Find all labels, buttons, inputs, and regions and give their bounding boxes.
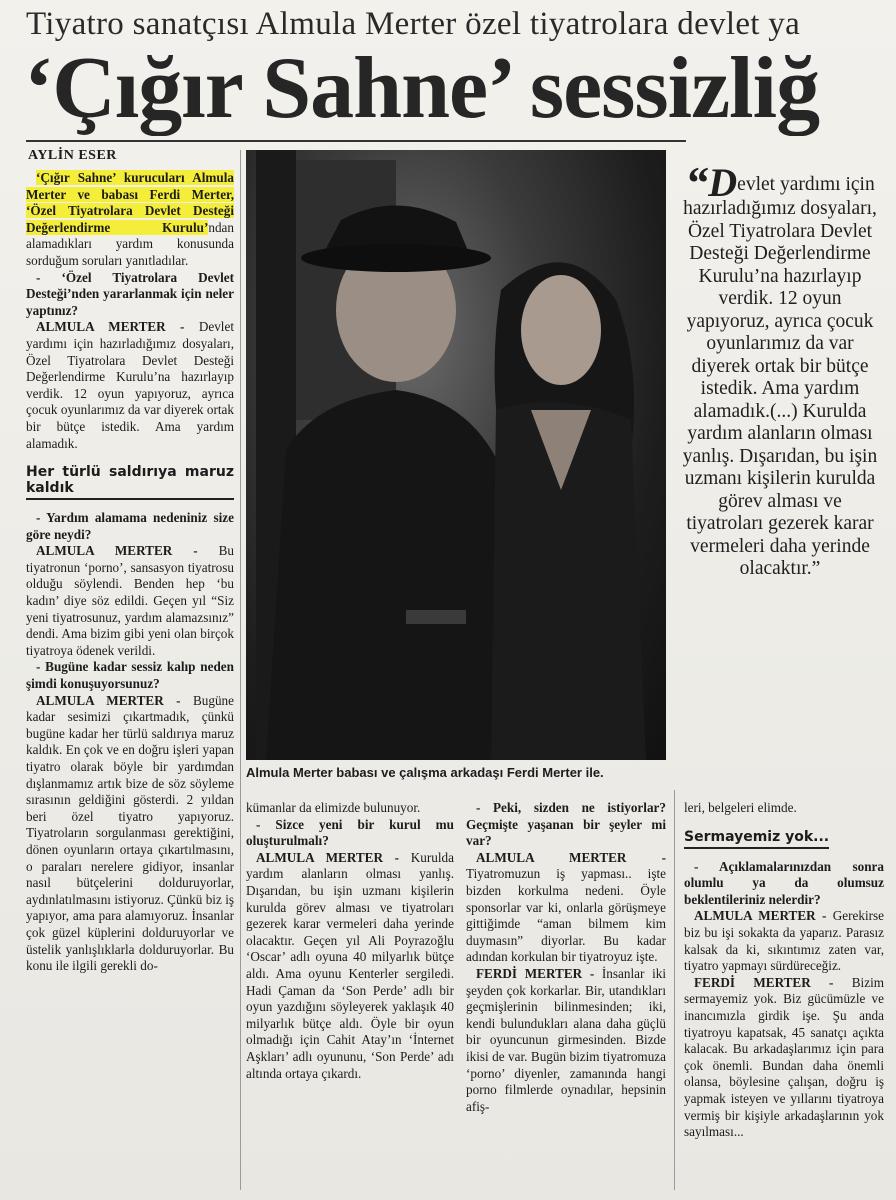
column-divider [240, 150, 241, 1190]
answer-3: ALMULA MERTER - Bugüne kadar sesimizi çıkartmadık, çünkü bugüne kadar her türlü saldırıya maruz kaldık. En çok ve en doğru işleri yapan tiyatro olarak böyle bir yardımdan dışlanmamız artık bize de söz söyleme sırasının geldiğini gösterdi. 2 yıldan beri özel tiyatro yapıyoruz. Tiyatroların sorgulanması gerektiğini, dönen oyunların ortaya çıkartılmasını, o paraları nerelere gidiyor, insanlar nasıl bütçelerini dolduruyorlar, aydınlatılmasını istiyoruz. Çünkü biz iş yapıyor, ama para alamıyoruz. İnsanlar çok güzel küplerini dolduruyorlar ve üstelik yanlışlıklarla dolduruyorlar. Bu konu ile ilgili gerekli do- [26, 692, 234, 974]
speaker-name: FERDİ MERTER - [476, 965, 595, 981]
speaker-name: ALMULA MERTER - [694, 908, 827, 924]
article-column-2 [246, 800, 454, 1082]
subhead-saldiri: Her türlü saldırıya maruz kaldık [26, 464, 234, 500]
article-column-3 [466, 800, 666, 1115]
pull-quote-text: evlet yardımı için hazırladığımız dosyaları, Özel Tiyatrolara Devlet Desteği Değerlendirme Kurulu’na hazırlayıp verdik. 12 oyun yapıyoruz, ayrıca çocuk oyunlarımız da var diyerek ortak bir bütçe istedik. Ama yardım alamadık.(...) Kurulda yardım alanların olması yanlış. Dışarıdan, bu işin uzmanı kişilerin kurulda görev alması ve tiyatroları gezerek karar vermeleri daha yerinde olacaktır.” [682, 174, 878, 579]
byline: AYLİN ESER [28, 148, 117, 163]
answer-6: FERDİ MERTER - İnsanlar iki şeyden çok korkarlar. Bir, utandıkları geçmişlerinin bilinmesinden; iki, kendi bulundukları alana daha güçlü bir oyuncunun girmesinden. Bizde ikisi de var. Bugün bizim tiyatromuza ‘porno’ diyenler, zamanında hangi porno filmlerde oynadılar, hepsinin afiş- [466, 965, 666, 1114]
answer-5: ALMULA MERTER - Tiyatromuzun iş yapması.. işte bizden korkulma nedeni. Öyle sponsorlar var ki, onlarla görüşmeye gittiğimde “aman bilmem kim duymasın” diyorlar. Bu kadar adından korkulan bir tiyatroyuz işte. [466, 849, 666, 965]
answer-4: ALMULA MERTER - Kurulda yardım alanların olması yanlış. Dışarıdan, bu işin uzmanı kişilerin kurulda görev alması ve tiyatroları gezerek karar vermeleri daha yerinde olacaktır. Geçen yıl Ali Poyrazoğlu ‘Oscar’ adlı oyuna 40 milyarlık bütçe aldı. Ama oyunu Kenterler sergiledi. Hadi Çaman da ‘Son Perde’ adlı bir oyun yazdığını söyleyerek yaklaşık 40 milyarlık bütçe aldı. Öyle bir oyun olmadığı için Cahit Atay’ın ‘İnternet Aşkları’ adlı oyununu, ‘Son Perde’ adı altında ortaya çıkardı. [246, 849, 454, 1081]
question-2: - Yardım alamama nedeniniz size göre neydi? [26, 510, 234, 542]
question-4: - Sizce yeni bir kurul mu oluşturulmalı? [246, 816, 454, 849]
headline-rule [26, 140, 686, 142]
main-headline: ‘Çığır Sahne’ sessizliğ [24, 42, 820, 136]
speaker-name: ALMULA MERTER - [256, 849, 400, 865]
question-1: - ‘Özel Tiyatrolara Devlet Desteği’nden yararlanmak için neler yaptınız? [26, 269, 234, 318]
intro-paragraph [26, 170, 234, 270]
drop-cap: D [708, 160, 738, 205]
question-5: - Peki, sizden ne istiyorlar? Geçmişte yaşanan bir şeyler mi var? [466, 800, 666, 849]
subhead-sermaye: Sermayemiz yok... [684, 829, 829, 849]
speaker-name: ALMULA MERTER - [476, 849, 666, 865]
kicker-headline: Tiyatro sanatçısı Almula Merter özel tiyatrolara devlet ya [26, 6, 801, 42]
open-quote: “ [685, 157, 709, 208]
photo-illustration [246, 150, 666, 760]
column-divider [674, 790, 675, 1190]
question-6: - Açıklamalarınızdan sonra olumlu ya da olumsuz beklentileriniz nelerdir? [684, 858, 884, 907]
question-3: - Bugüne kadar sessiz kalıp neden şimdi konuşuyorsunuz? [26, 659, 234, 692]
article-photo [246, 150, 666, 760]
speaker-name: ALMULA MERTER - [36, 543, 198, 559]
speaker-name: FERDİ MERTER - [694, 974, 834, 990]
continuation-text: kümanlar da elimizde bulunuyor. [246, 800, 421, 815]
answer-8: FERDİ MERTER - Bizim sermayemiz yok. Biz gücümüzle ve inancımızla girdik işe. Şu anda tiyatroyu kapatsak, 45 sanatçı açıkta kalacak. Bu arkadaşlarımız için para çok önemli. Bundan daha önemli olansa, böylesine çalışan, doğru iş yapmak isteyen ve yıllarını tiyatroya vermiş bir kişiyle arkadaşlarının yok sayılması... [684, 974, 884, 1140]
answer-1: ALMULA MERTER - Devlet yardımı için hazırladığımız dosyaları, Özel Tiyatrolara Devlet Desteği Değerlendirme Kurulu’na hazırlayıp verdik. 12 oyun yapıyoruz, ayrıca çocuk oyunlarımız da var diyerek ortak bir bütçe istedik. Ama yardım alamadık. [26, 319, 234, 451]
speaker-name: ALMULA MERTER - [36, 319, 185, 335]
highlighted-intro: ‘Çığır Sahne’ kurucuları Almula Merter ve babası Ferdi Merter, ‘Özel Tiyatrolara Devlet Desteği Değerlendirme Kurulu’ [26, 170, 234, 235]
answer-2: ALMULA MERTER - Bu tiyatronun ‘porno’, sansasyon tiyatrosu olduğu söylendi. Benden hep ‘bu kadın’ diye söz edildi. Geçen yıl “Siz yeni tiyatrosunuz, yardım alamazsınız” dendi. Ama bizim gibi yeni olan birçok tiyatroya ödenek verildi. [26, 543, 234, 658]
answer-7: ALMULA MERTER - Gerekirse biz bu işi sokakta da yaparız. Parasız kalsak da ki, sıkıntımız zaten var, tiyatro yapmayı sürdüreceğiz. [684, 908, 884, 974]
pull-quote [680, 157, 880, 581]
continuation-text: leri, belgeleri elimde. [684, 800, 797, 815]
intro-rest: ndan alamadıkları yardım konusunda sorduğum soruları yanıtladılar. [26, 219, 234, 268]
article-column-1 [26, 170, 234, 975]
article-column-4 [684, 800, 884, 1141]
speaker-name: ALMULA MERTER - [36, 692, 181, 708]
photo-caption: Almula Merter babası ve çalışma arkadaşı Ferdi Merter ile. [246, 765, 604, 780]
